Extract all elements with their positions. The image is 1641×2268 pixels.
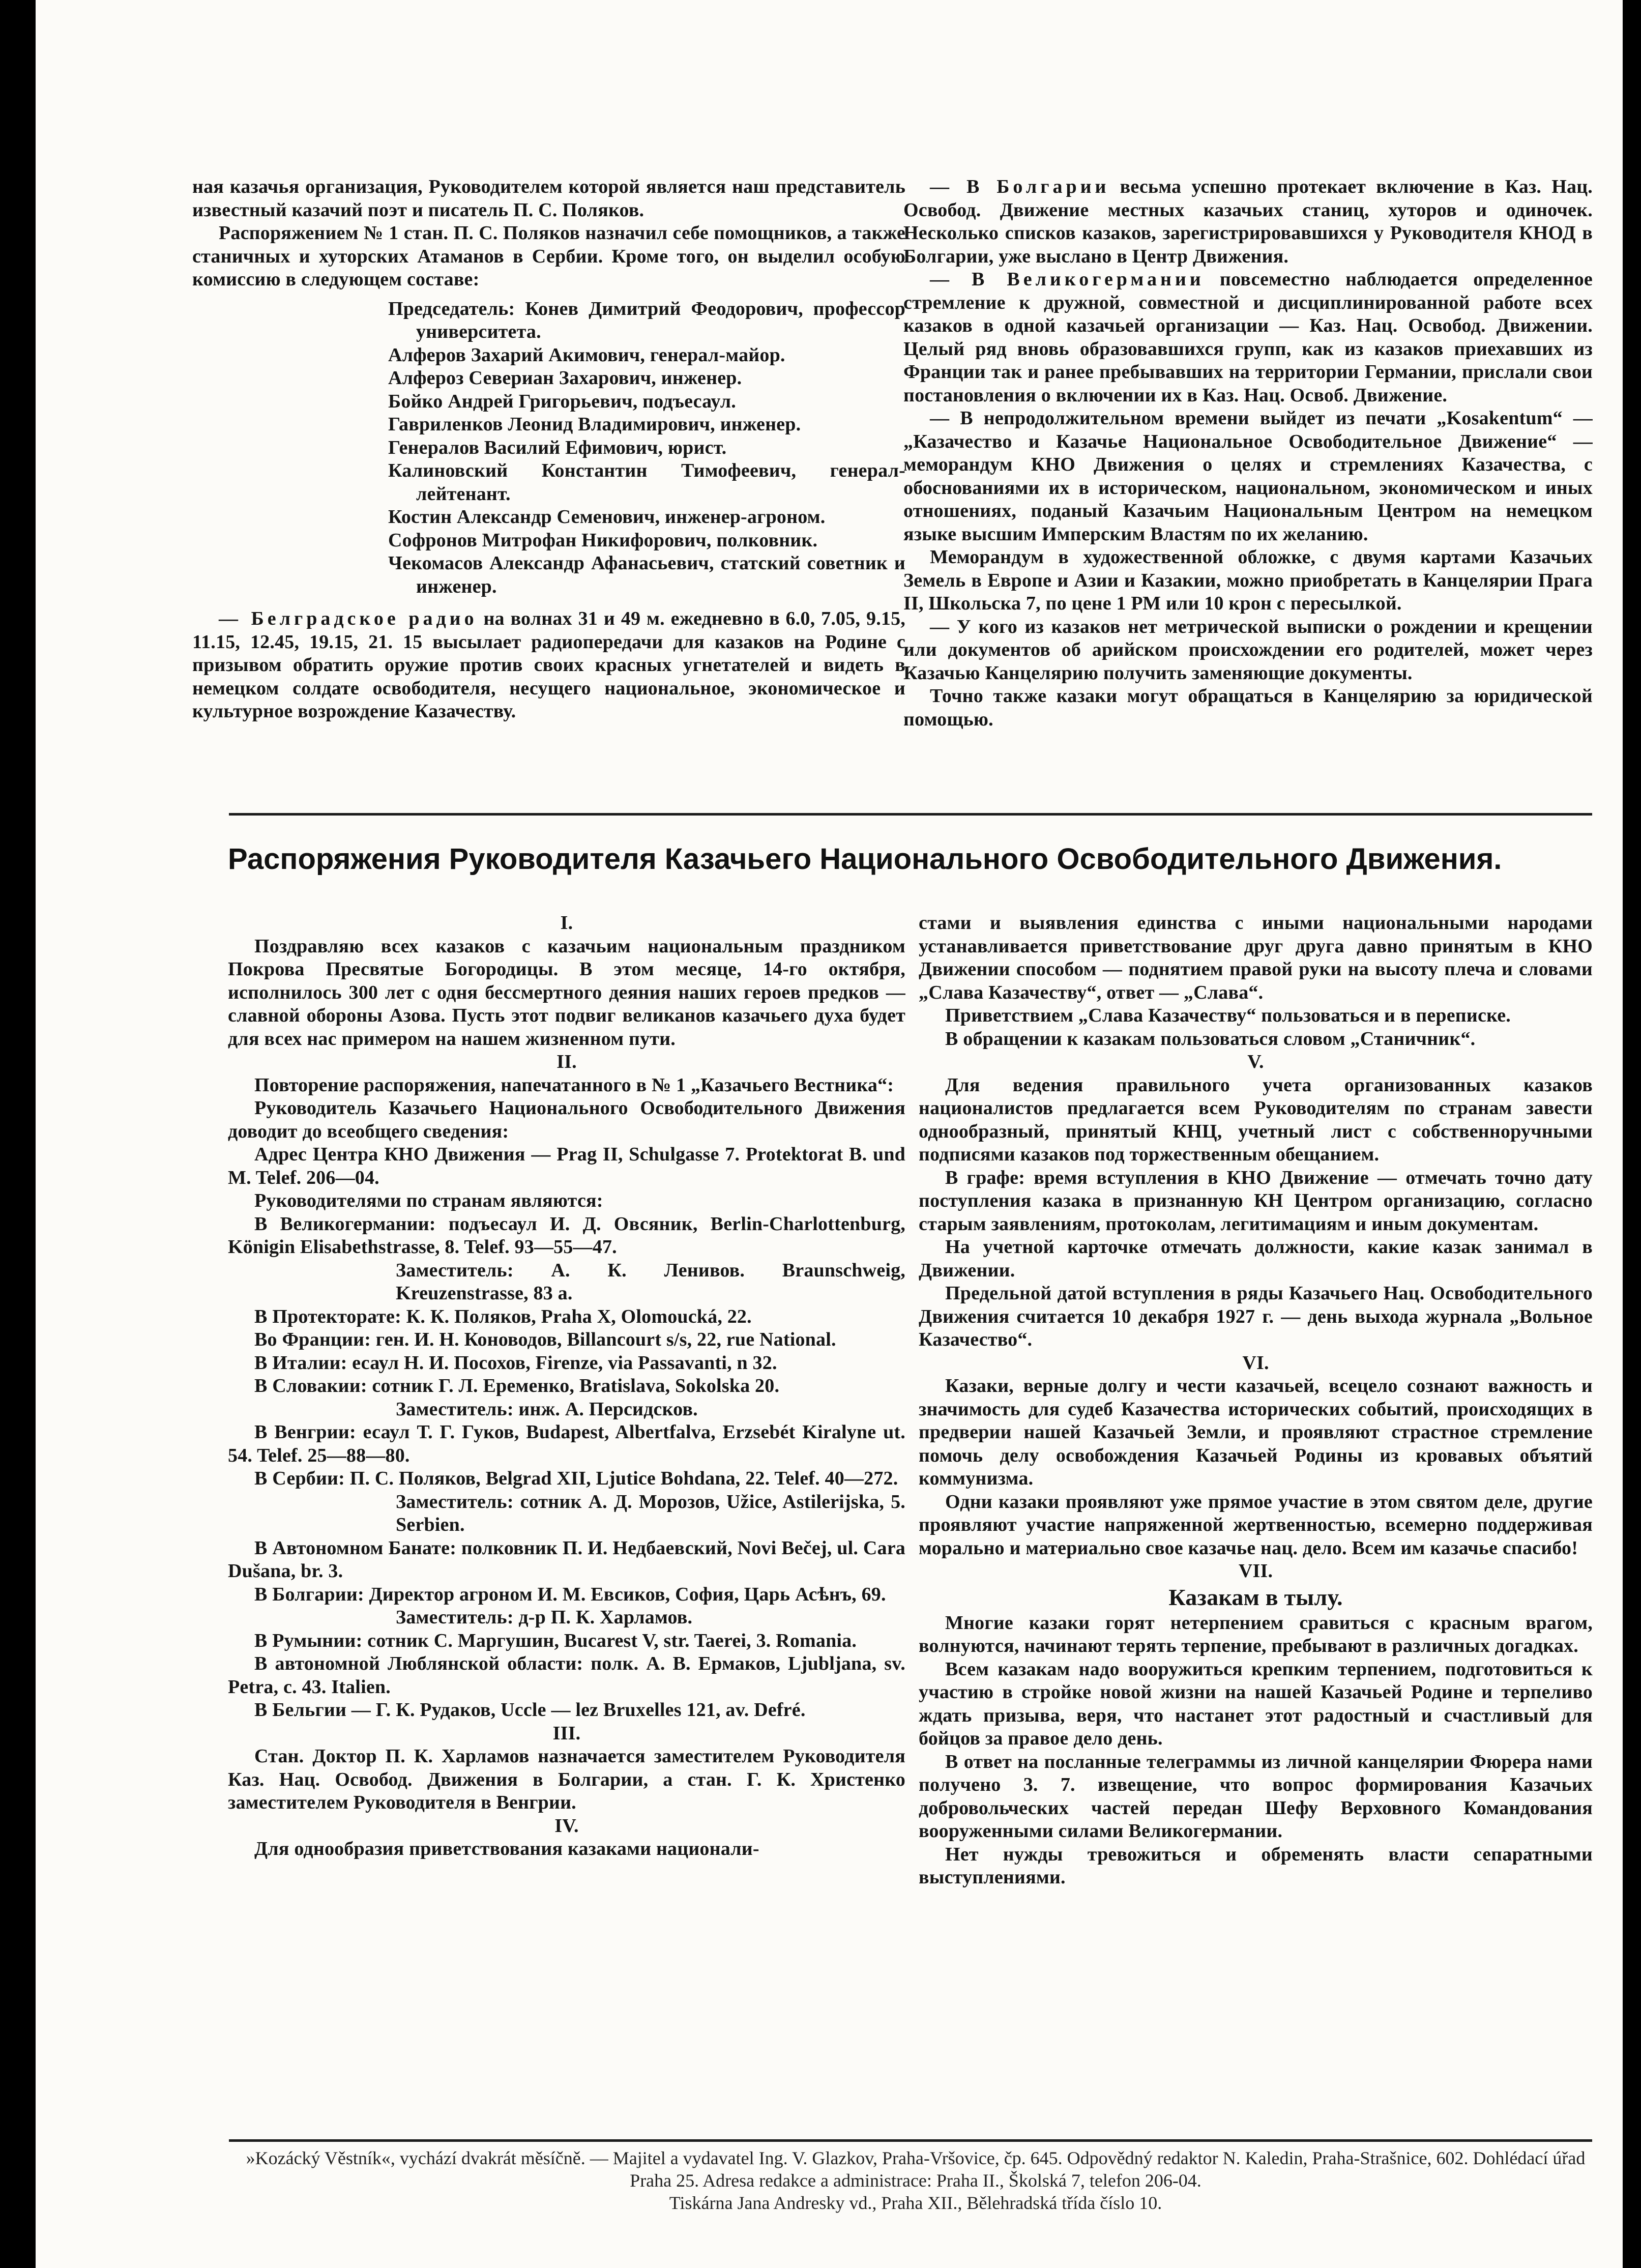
- imprint-footer: [229, 2147, 1602, 2214]
- paragraph: В ответ на посланные телеграммы из личной канцелярии Фюрера нами получено 3. 7. извещение, что вопрос формирования Казачьих добровольческих частей передан Шефу Верховного Командования вооруженными силами Великогермании.: [919, 1751, 1593, 1842]
- paragraph: — У кого из казаков нет метрической выписки о рождении и крещении или документов об арийском происхождении его родителей, может через Казачью Канцелярию получить заменяющие документы.: [903, 616, 1593, 684]
- orders-right-column: [919, 912, 1593, 1889]
- section-number: I.: [560, 912, 573, 934]
- imprint-line: »Kozácký Věstník«, vychází dvakrát měsíčně. — Majitel a vydavatel Ing. V. Glazkov, Praha-Vršovice, čp. 645. Odpovědný redaktor N. Kaledin, Praha-Strašnice, 602. Dohlédací úřad Praha 25. Adresa redakce a administrace: Praha II., Školská 7, telefon 206-04.: [246, 2148, 1586, 2191]
- lead-in: — В Болгарии: [930, 176, 1110, 197]
- country-entry: В Италии: есаул Н. И. Посохов, Firenze, via Passavanti, n 32.: [254, 1352, 777, 1374]
- paragraph: [903, 176, 1593, 268]
- paragraph: Адрес Центра КНО Движения — Prag II, Schulgasse 7. Protektorat B. und M. Telef. 206—04.: [228, 1144, 905, 1188]
- orders-left-column: [228, 912, 905, 1861]
- paragraph: Меморандум в художественной обложке, с двумя картами Казачьих Земель в Европе и Азии и Казакии, можно приобретать в Канцелярии Прага II, Школьска 7, по цене 1 РМ или 10 крон с пересылкой.: [903, 546, 1593, 614]
- paragraph: Поздравляю всех казаков с казачьим национальным праздником Покрова Пресвятые Богородицы. В этом месяце, 14-го октября, исполнилось 300 лет с одня бессмертного деяния наших героев предков — славной обороны Азова. Пусть этот подвиг великанов казачьего духа будет для всех нас примером на нашем жизненном пути.: [228, 935, 905, 1050]
- lead-in: — Белградское радио: [219, 608, 478, 629]
- paragraph: Стан. Доктор П. К. Харламов назначается заместителем Руководителя Каз. Нац. Освобод. Движения в Болгарии, а стан. Г. К. Христенко заместителем Руководителя в Венгрии.: [228, 1746, 905, 1813]
- paragraph: В графе: время вступления в КНО Движение — отмечать точно дату поступления казака в признанную КН Центром организацию, согласно старым заявлениям, протоколам, легитимациям и иным документам.: [919, 1167, 1593, 1235]
- deputy-entry: Заместитель: инж. А. Персидсков.: [396, 1398, 698, 1420]
- paragraph: Предельной датой вступления в ряды Казачьего Нац. Освободительного Движения считается 10 декабря 1927 г. — день выхода журнала „Вольное Казачество“.: [919, 1283, 1593, 1350]
- paragraph: Нет нужды тревожиться и обременять власти сепаратными выступлениями.: [919, 1843, 1593, 1888]
- paragraph: — В непродолжительном времени выйдет из печати „Kosakentum“ — „Казачество и Казачье Национальное Освободительное Движение“ — меморандум КНО Движения о целях и стремлениях Казачества, с обоснованиями их в историческом, национальном, экономическом и иных отношениях, поданый Казачьим Национальным Центром на немецком языке высшим Имперским Властям по их желанию.: [903, 408, 1593, 545]
- country-entry: В автономной Люблянской области: полк. А. В. Ермаков, Ljubljana, sv. Petra, c. 43. Italien.: [228, 1653, 905, 1698]
- deputy-entry: Заместитель: А. К. Ленивов. Braunschweig, Kreuzenstrasse, 83 a.: [396, 1259, 905, 1304]
- paragraph-text: повсеместно наблюдается определенное стремление к дружной, совместной и дисциплинированной работе всех казаков в одной казачьей организации — Каз. Нац. Освобод. Движении. Целый ряд вновь образовавшихся групп, как из казаков приехавших из Франции так и ранее пребывавших на территории Германии, прислали свои постановления о включении их в Каз. Нац. Освоб. Движение.: [903, 269, 1593, 406]
- paragraph: ная казачья организация, Руководителем которой является наш представитель известный казачий поэт и писатель П. С. Поляков.: [192, 176, 905, 221]
- list-item: Гавриленков Леонид Владимирович, инженер.: [388, 414, 801, 435]
- country-entry: В Протекторате: К. К. Поляков, Praha X, Olomoucká, 22.: [254, 1305, 752, 1327]
- country-entry: В Словакии: сотник Г. Л. Еременко, Bratislava, Sokolska 20.: [254, 1375, 780, 1397]
- country-entry: В Венгрии: есаул Т. Г. Гуков, Budapest, Albertfalva, Erzsebét Kiralyne ut. 54. Telef. 25—88—80.: [228, 1421, 905, 1466]
- country-entry: В Румынии: сотник С. Маргушин, Bucarest V, str. Taerei, 3. Romania.: [254, 1630, 857, 1651]
- country-entry: В Бельгии — Г. К. Рудаков, Uccle — lez Bruxelles 121, av. Defré.: [254, 1699, 806, 1721]
- paragraph: Точно также казаки могут обращаться в Канцелярию за юридической помощью.: [903, 685, 1593, 730]
- paragraph-text: на волнах 31 и 49 м. ежедневно в 6.0, 7.05, 9.15, 11.15, 12.45, 19.15, 21. 15 высылает радиопередачи для казаков на Родине с призывом обратить оружие против своих красных угнетателей и видеть в немецком солдате освободителя, несущего национальное, экономическое и культурное возрождение Казачеству.: [192, 608, 905, 722]
- imprint-line: Tiskárna Jana Andresky vd., Praha XII., Bělehradská třída číslo 10.: [669, 2193, 1162, 2213]
- paragraph: Казаки, верные долгу и чести казачьей, всецело сознают важность и значимость для судеб Казачества исторических событий, происходящих в предверии нашей Казачьей Земли, и проявляют страстное стремление помочь делу освобождения Казачьей Родины из кровавых объятий коммунизма.: [919, 1375, 1593, 1489]
- section-number: VI.: [1242, 1352, 1269, 1374]
- list-item: Алферов Захарий Акимович, генерал-майор.: [388, 344, 785, 366]
- paragraph: Всем казакам надо вооружиться крепким терпением, подготовиться к участию в стройке новой жизни на нашей Казачьей Родине и терпеливо ждать призыва, веря, что настанет этот радостный и счастливый для бойцов за правое дело день.: [919, 1658, 1593, 1749]
- paragraph: Руководителями по странам являются:: [254, 1190, 603, 1211]
- list-item: Бойко Андрей Григорьевич, подъесаул.: [388, 390, 736, 412]
- paragraph: стами и выявления единства с иными национальными народами устанавливается приветствование друг друга давно принятым в КНО Движении способом — поднятием правой руки на высоту плеча и словами „Слава Казачеству“, ответ — „Слава“.: [919, 912, 1593, 1003]
- list-item: Чекомасов Александр Афанасьевич, статский советник и инженер.: [388, 553, 905, 597]
- paragraph: Приветствием „Слава Казачеству“ пользоваться и в переписке.: [945, 1005, 1511, 1026]
- paragraph: [903, 268, 1593, 407]
- section-number: VII.: [1238, 1560, 1273, 1582]
- footer-divider: [229, 2139, 1592, 2142]
- list-item: Софронов Митрофан Никифорович, полковник.: [388, 529, 818, 551]
- list-item: Генералов Василий Ефимович, юрист.: [388, 437, 727, 458]
- country-entry: В Великогермании: подъесаул И. Д. Овсяник, Berlin-Charlottenburg, Königin Elisabethstrasse, 8. Telef. 93—55—47.: [228, 1213, 905, 1258]
- paragraph: Для однообразия приветствования казаками национали-: [254, 1838, 759, 1859]
- commission-list: [192, 298, 905, 599]
- section-number: IV.: [554, 1815, 579, 1837]
- top-right-column: [903, 176, 1593, 731]
- section-divider: [229, 813, 1592, 816]
- paragraph: Для ведения правильного учета организованных казаков националистов предлагается всем Руководителям по странам завести однообразный, принятый КНЦ, учетный лист с собственноручными подписями казаков под торжественным обещанием.: [919, 1074, 1593, 1165]
- paragraph: На учетной карточке отмечать должности, какие казак занимал в Движении.: [919, 1236, 1593, 1281]
- section-number: V.: [1247, 1051, 1264, 1072]
- deputy-entry: Заместитель: сотник А. Д. Морозов, Užice, Astilerijska, 5. Serbien.: [396, 1491, 905, 1535]
- country-entry: В Автономном Банате: полковник П. И. Недбаевский, Novi Bečej, ul. Cara Dušana, br. 3.: [228, 1537, 905, 1582]
- section-heading: Распоряжения Руководителя Казачьего Национального Освободительного Движения.: [228, 842, 1502, 876]
- country-entry: В Болгарии: Директор агроном И. М. Евсиков, София, Царь Асѣнъ, 69.: [254, 1583, 886, 1605]
- paragraph: Многие казаки горят нетерпением сравиться с красным врагом, волнуются, начинают терять терпение, пребывают в различных догадках.: [919, 1612, 1593, 1656]
- section-number: III.: [552, 1722, 581, 1744]
- country-entry: В Сербии: П. С. Поляков, Belgrad XII, Ljutice Bohdana, 22. Telef. 40—272.: [254, 1468, 898, 1489]
- newspaper-page: [36, 0, 1623, 2268]
- lead-in: — В Великогермании: [930, 269, 1205, 290]
- list-item: Председатель: Конев Димитрий Феодорович, профессор университета.: [388, 298, 905, 342]
- list-item: Костин Александр Семенович, инженер-агроном.: [388, 506, 826, 528]
- top-left-column: [192, 176, 905, 723]
- section-number: II.: [556, 1051, 577, 1072]
- paragraph-text: весьма успешно протекает включение в Каз. Нац. Освобод. Движение местных казачьих станиц, хуторов и одиночек. Несколько списков казаков, зарегистрировавшихся у Руководителя КНОД в Болгарии, уже выслано в Центр Движения.: [903, 176, 1593, 267]
- paragraph: В обращении к казакам пользоваться словом „Станичник“.: [945, 1028, 1476, 1050]
- paragraph: Повторение распоряжения, напечатанного в № 1 „Казачьего Вестника“:: [254, 1074, 894, 1096]
- list-item: Калиновский Константин Тимофеевич, генерал-лейтенант.: [388, 460, 905, 505]
- paragraph: Распоряжением № 1 стан. П. С. Поляков назначил себе помощников, а также станичных и хуторских Атаманов в Сербии. Кроме того, он выделил особую комиссию в следующем составе:: [192, 222, 905, 290]
- country-entry: Во Франции: ген. И. Н. Коноводов, Billancourt s/s, 22, rue National.: [254, 1329, 836, 1350]
- paragraph: Руководитель Казачьего Национального Освободительного Движения доводит до всеобщего сведения:: [228, 1097, 905, 1142]
- deputy-entry: Заместитель: д-р П. К. Харламов.: [396, 1607, 693, 1628]
- paragraph: [192, 607, 905, 723]
- subsection-title: Казакам в тылу.: [1168, 1584, 1343, 1610]
- list-item: Алфероз Севериан Захарович, инженер.: [388, 367, 742, 389]
- paragraph: Одни казаки проявляют уже прямое участие в этом святом деле, другие проявляют участие напряженной жертвенностью, всемерно поддерживая морально и материально свое казачье нац. дело. Всем им казачье спасибо!: [919, 1491, 1593, 1559]
